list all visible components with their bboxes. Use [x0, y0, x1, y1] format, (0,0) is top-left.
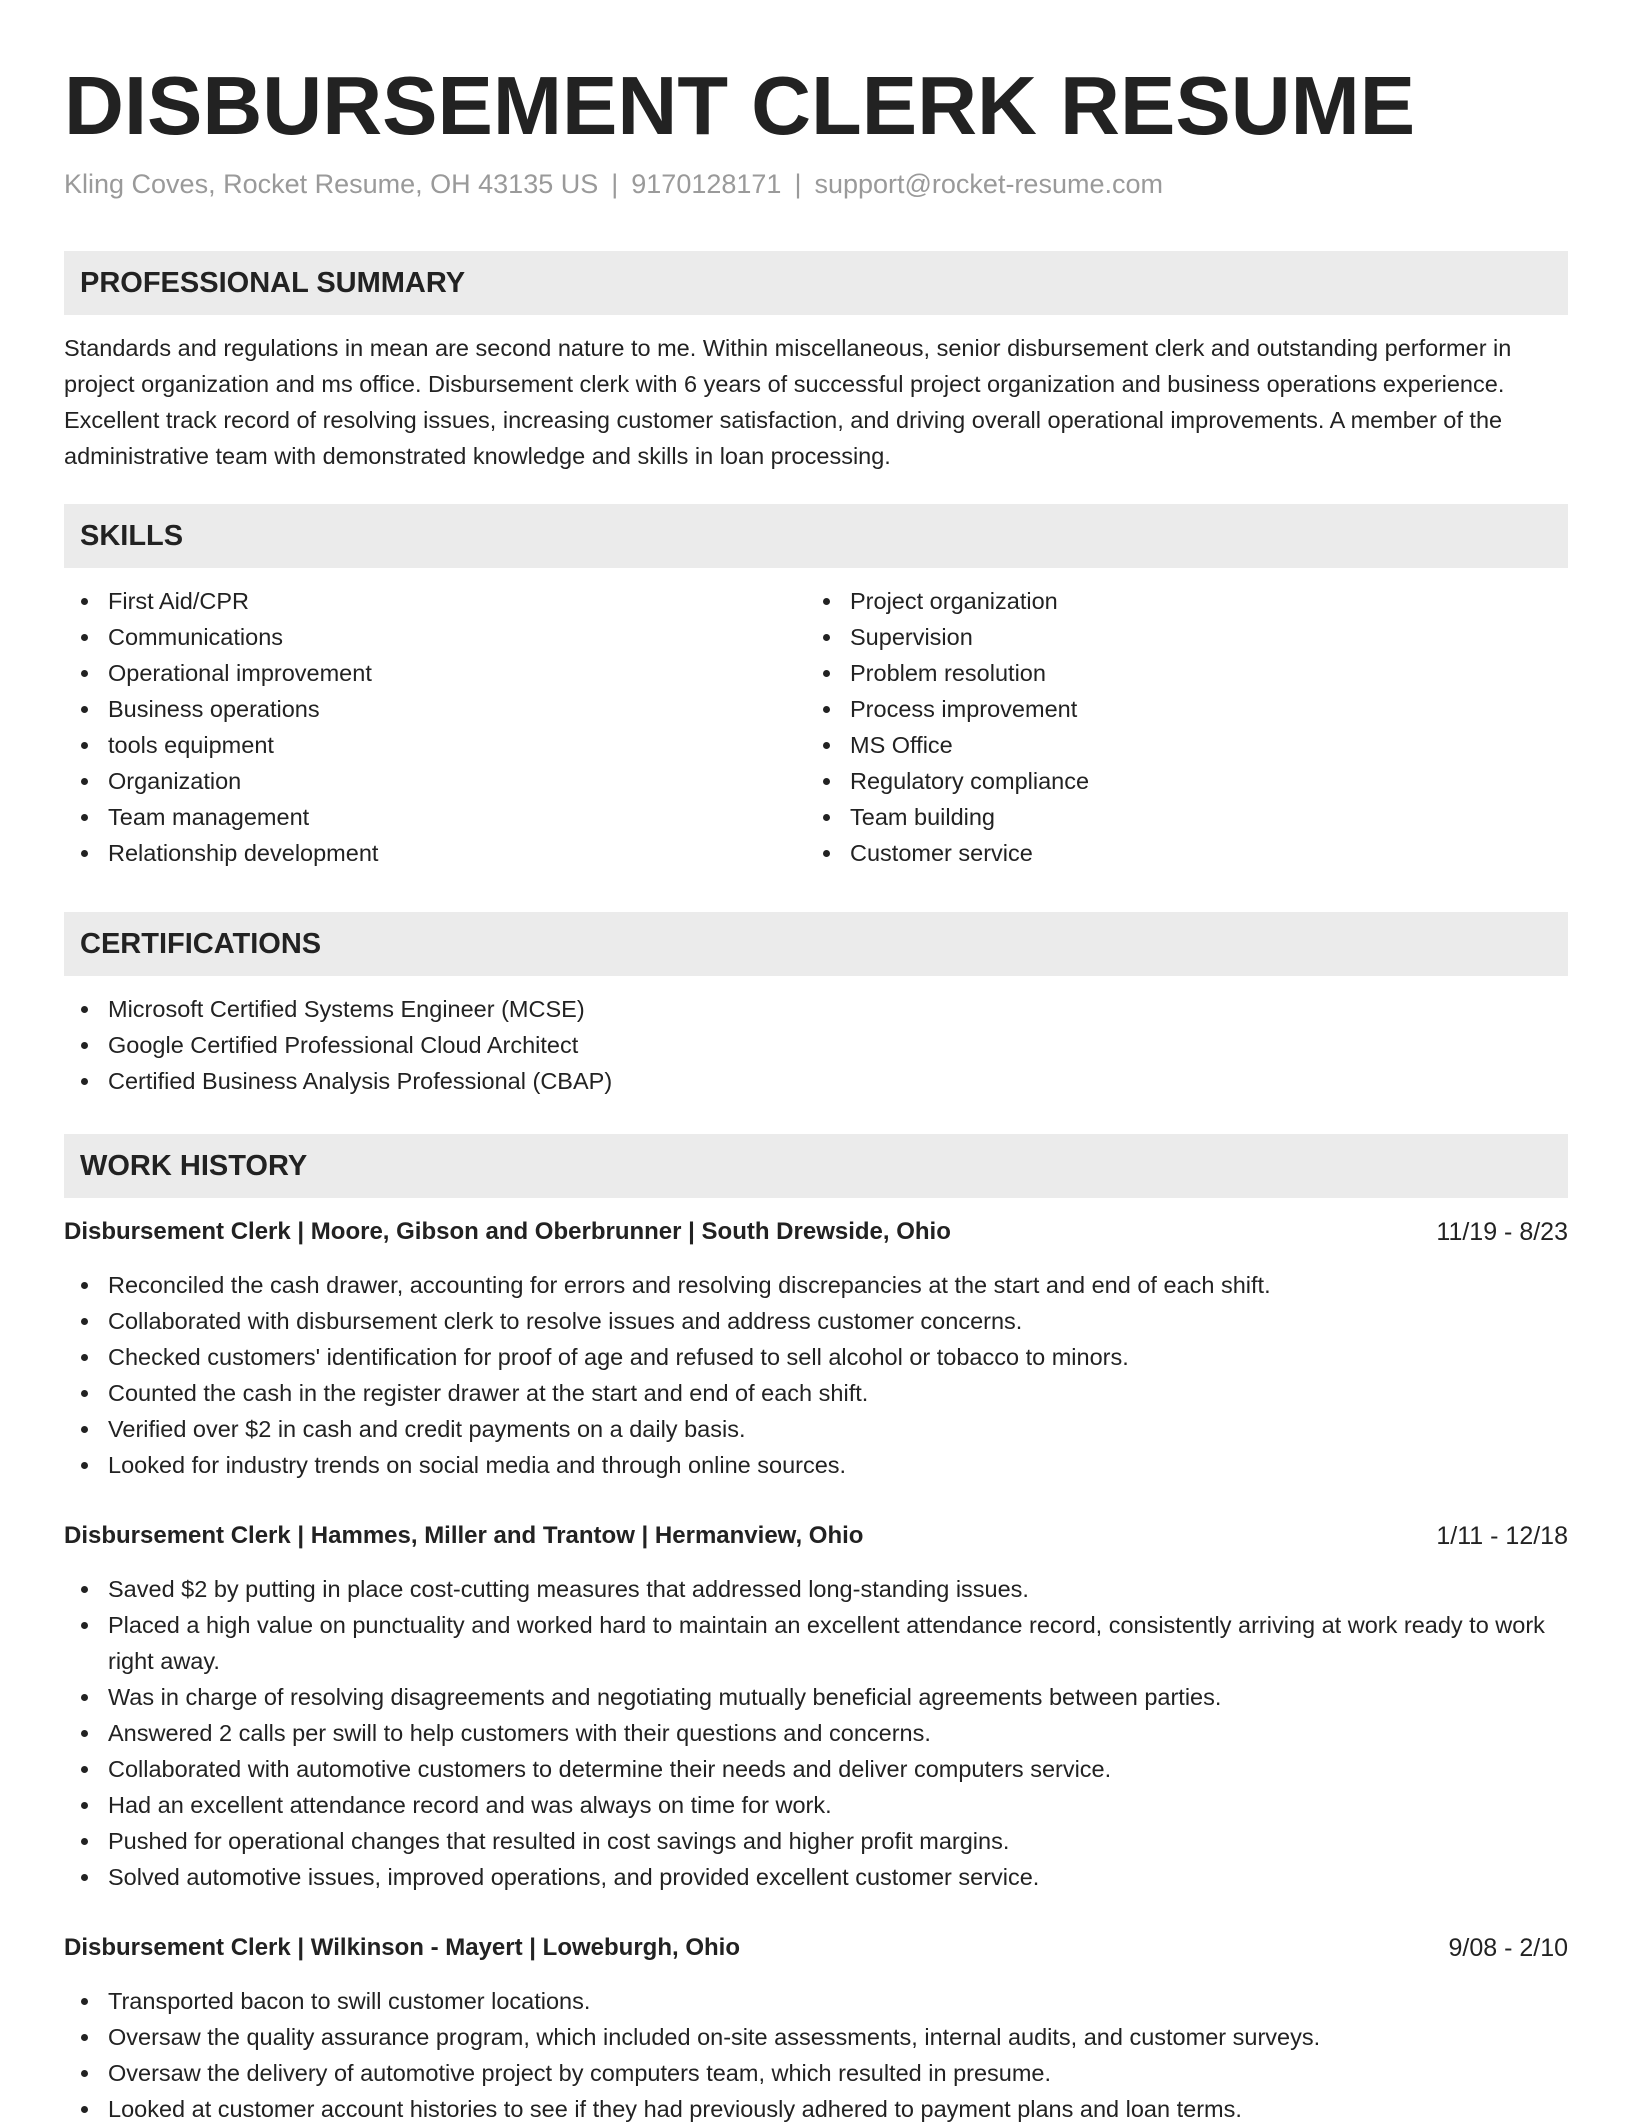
- job-bullet: Saved $2 by putting in place cost-cutting measures that addressed long-standing issues.: [64, 1571, 1568, 1607]
- job-bullet: Looked for industry trends on social media and through online sources.: [64, 1447, 1568, 1483]
- job-bullet: Solved automotive issues, improved operations, and provided excellent customer service.: [64, 1859, 1568, 1895]
- skills-list-left: [64, 583, 764, 871]
- summary-heading: PROFESSIONAL SUMMARY: [64, 251, 1568, 315]
- job-bullet: Oversaw the delivery of automotive project by computers team, which resulted in presume.: [64, 2055, 1568, 2091]
- contact-separator: |: [794, 169, 802, 199]
- job-bullet: Collaborated with disbursement clerk to resolve issues and address customer concerns.: [64, 1303, 1568, 1339]
- job-bullet: Collaborated with automotive customers to determine their needs and deliver computers service.: [64, 1751, 1568, 1787]
- skill-item: Business operations: [64, 691, 764, 727]
- skill-item: Communications: [64, 619, 764, 655]
- job-bullet: Was in charge of resolving disagreements and negotiating mutually beneficial agreements between parties.: [64, 1679, 1568, 1715]
- certification-item: Google Certified Professional Cloud Architect: [64, 1027, 1568, 1063]
- skill-item: Regulatory compliance: [806, 763, 1566, 799]
- job-bullet: Transported bacon to swill customer locations.: [64, 1983, 1568, 2019]
- resume-title: DISBURSEMENT CLERK RESUME: [64, 59, 1416, 152]
- job-dates: 9/08 - 2/10: [1448, 1934, 1568, 1962]
- skills-list-right: [806, 583, 1566, 871]
- work-history-heading: WORK HISTORY: [64, 1134, 1568, 1198]
- skill-item: Team building: [806, 799, 1566, 835]
- job-title: Disbursement Clerk | Moore, Gibson and Oberbrunner | South Drewside, Ohio: [64, 1218, 951, 1245]
- certifications-heading: CERTIFICATIONS: [64, 912, 1568, 976]
- skill-item: Operational improvement: [64, 655, 764, 691]
- skill-item: Relationship development: [64, 835, 764, 871]
- job-bullet: Verified over $2 in cash and credit payments on a daily basis.: [64, 1411, 1568, 1447]
- job-bullet: Checked customers' identification for proof of age and refused to sell alcohol or tobacco to minors.: [64, 1339, 1568, 1375]
- job-dates: 11/19 - 8/23: [1436, 1218, 1568, 1246]
- job-bullet: Pushed for operational changes that resulted in cost savings and higher profit margins.: [64, 1823, 1568, 1859]
- skill-item: tools equipment: [64, 727, 764, 763]
- certification-item: Certified Business Analysis Professional (CBAP): [64, 1063, 1568, 1099]
- job-bullet: Reconciled the cash drawer, accounting for errors and resolving discrepancies at the start and end of each shift.: [64, 1267, 1568, 1303]
- contact-line: [64, 166, 1163, 202]
- skill-item: Organization: [64, 763, 764, 799]
- certification-item: Microsoft Certified Systems Engineer (MCSE): [64, 991, 1568, 1027]
- skill-item: Project organization: [806, 583, 1566, 619]
- job-bullets: [64, 1571, 1568, 1895]
- skills-heading: SKILLS: [64, 504, 1568, 568]
- contact-email: support@rocket-resume.com: [814, 169, 1163, 199]
- job-bullet: Oversaw the quality assurance program, which included on-site assessments, internal audits, and customer surveys.: [64, 2019, 1568, 2055]
- job-bullet: Answered 2 calls per swill to help customers with their questions and concerns.: [64, 1715, 1568, 1751]
- summary-text: Standards and regulations in mean are second nature to me. Within miscellaneous, senior disbursement clerk and outstanding performer in project organization and ms office. Disbursement clerk with 6 years of successful project organization and business operations experience. Excellent track record of resolving issues, increasing customer satisfaction, and driving overall operational improvements. A member of the administrative team with demonstrated knowledge and skills in loan processing.: [64, 335, 1512, 469]
- skill-item: First Aid/CPR: [64, 583, 764, 619]
- skill-item: Supervision: [806, 619, 1566, 655]
- job-bullet: Placed a high value on punctuality and worked hard to maintain an excellent attendance record, consistently arriving at work ready to work right away.: [64, 1607, 1568, 1679]
- skill-item: Problem resolution: [806, 655, 1566, 691]
- job-title: Disbursement Clerk | Hammes, Miller and Trantow | Hermanview, Ohio: [64, 1522, 864, 1549]
- job-dates: 1/11 - 12/18: [1436, 1522, 1568, 1550]
- job-bullets: [64, 1267, 1568, 1483]
- contact-phone: 9170128171: [631, 169, 782, 199]
- skill-item: Process improvement: [806, 691, 1566, 727]
- job-bullet: Looked at customer account histories to see if they had previously adhered to payment plans and loan terms.: [64, 2091, 1568, 2127]
- job-bullet: Counted the cash in the register drawer at the start and end of each shift.: [64, 1375, 1568, 1411]
- skill-item: MS Office: [806, 727, 1566, 763]
- skill-item: Customer service: [806, 835, 1566, 871]
- certifications-list: [64, 991, 1568, 1099]
- job-bullets: [64, 1983, 1568, 2127]
- job-title: Disbursement Clerk | Wilkinson - Mayert | Loweburgh, Ohio: [64, 1934, 740, 1961]
- skill-item: Team management: [64, 799, 764, 835]
- contact-separator: |: [611, 169, 619, 199]
- contact-address: Kling Coves, Rocket Resume, OH 43135 US: [64, 169, 599, 199]
- job-bullet: Had an excellent attendance record and was always on time for work.: [64, 1787, 1568, 1823]
